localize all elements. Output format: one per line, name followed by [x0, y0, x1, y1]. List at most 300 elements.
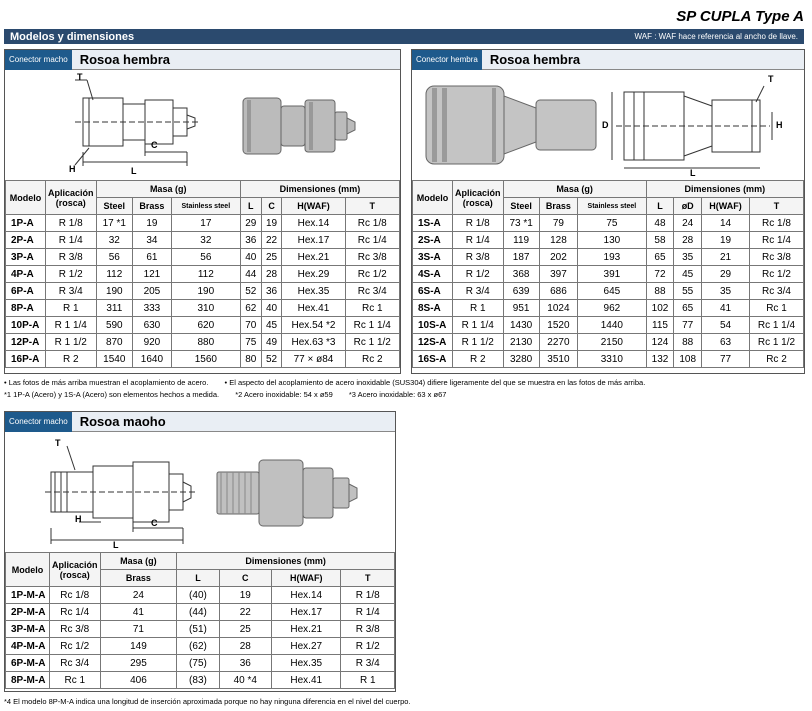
table-cell: 58	[646, 232, 674, 249]
col-t: T	[345, 198, 400, 215]
table-cell: 333	[133, 300, 172, 317]
table-cell: 187	[503, 249, 539, 266]
table-cell: 70	[240, 317, 261, 334]
model-cell: 2P-M-A	[6, 604, 50, 621]
table-row	[6, 621, 395, 638]
table-cell: Hex.54 *2	[282, 317, 345, 334]
table-cell: R 1	[46, 300, 97, 317]
table-cell: Hex.29	[282, 266, 345, 283]
table-cell: 102	[646, 300, 674, 317]
table-cell: 71	[100, 621, 177, 638]
table-cell: R 1/2	[46, 266, 97, 283]
table-cell: Rc 1/4	[345, 232, 400, 249]
table-cell: Rc 3/8	[345, 249, 400, 266]
table-row	[6, 317, 400, 334]
model-cell: 10P-A	[6, 317, 46, 334]
table-cell: Rc 1 1/4	[345, 317, 400, 334]
table-cell: 29	[240, 215, 261, 232]
table-cell: Rc 1 1/2	[345, 334, 400, 351]
drawing-area	[412, 70, 804, 180]
table-cell: 55	[674, 283, 702, 300]
table-cell: 54	[702, 317, 750, 334]
spec-table	[5, 552, 395, 689]
model-cell: 3P-M-A	[6, 621, 50, 638]
model-cell: 4S-A	[413, 266, 453, 283]
panel-male-male-thread	[4, 411, 396, 692]
table-cell: 962	[578, 300, 647, 317]
dim-label-t: T	[768, 74, 774, 84]
table-cell: 52	[261, 351, 282, 368]
table-cell: Rc 1/8	[345, 215, 400, 232]
table-cell: 41	[100, 604, 177, 621]
table-cell: Rc 1/2	[749, 266, 803, 283]
table-cell: 41	[702, 300, 750, 317]
table-cell: 2130	[503, 334, 539, 351]
table-cell: 36	[240, 232, 261, 249]
table-cell: 17	[171, 215, 240, 232]
col-brass: Brass	[100, 570, 177, 587]
table-cell: 77	[702, 351, 750, 368]
table-cell: 130	[578, 232, 647, 249]
table-cell: Rc 1/4	[50, 604, 101, 621]
model-cell: 16S-A	[413, 351, 453, 368]
table-cell: 88	[646, 283, 674, 300]
table-cell: Rc 1/8	[749, 215, 803, 232]
table-cell: 63	[702, 334, 750, 351]
table-cell: 32	[171, 232, 240, 249]
dim-label-c: C	[151, 518, 158, 528]
table-cell: R 1/8	[341, 587, 395, 604]
col-l: L	[240, 198, 261, 215]
table-cell: R 3/4	[46, 283, 97, 300]
table-cell: Rc 3/8	[50, 621, 101, 638]
table-cell: 310	[171, 300, 240, 317]
table-cell: Rc 2	[749, 351, 803, 368]
table-cell: R 2	[453, 351, 504, 368]
table-row	[6, 266, 400, 283]
notes-line-1	[4, 378, 659, 387]
panel-badge: Conector macho	[5, 412, 72, 432]
table-cell: Rc 3/4	[345, 283, 400, 300]
table-cell: Rc 1/8	[50, 587, 101, 604]
table-cell: 22	[261, 232, 282, 249]
table-cell: 62	[240, 300, 261, 317]
table-cell: R 1/4	[453, 232, 504, 249]
spec-table	[5, 180, 400, 368]
dim-label-h: H	[69, 164, 76, 174]
col-t: T	[341, 570, 395, 587]
panel-badge: Conector macho	[5, 50, 72, 70]
table-cell: 40 *4	[219, 672, 271, 689]
table-cell: Rc 1	[749, 300, 803, 317]
table-cell: 34	[133, 232, 172, 249]
model-cell: 12P-A	[6, 334, 46, 351]
table-cell: 29	[702, 266, 750, 283]
page-title: SP CUPLA Type A	[676, 8, 804, 25]
technical-drawing	[5, 70, 400, 180]
table-cell: 391	[578, 266, 647, 283]
table-cell: R 1	[453, 300, 504, 317]
drawing-area	[5, 70, 400, 180]
table-cell: 75	[578, 215, 647, 232]
model-cell: 1S-A	[413, 215, 453, 232]
dim-label-h: H	[776, 120, 783, 130]
table-cell: R 3/8	[453, 249, 504, 266]
table-cell: Hex.63 *3	[282, 334, 345, 351]
table-cell: 19	[133, 215, 172, 232]
model-cell: 4P-M-A	[6, 638, 50, 655]
table-cell: 25	[219, 621, 271, 638]
table-cell: Rc 1/2	[50, 638, 101, 655]
spec-table	[412, 180, 804, 368]
panel-female-coupler	[411, 49, 805, 374]
table-cell: 124	[646, 334, 674, 351]
table-cell: 920	[133, 334, 172, 351]
col-l: L	[177, 570, 219, 587]
table-cell: Rc 1	[50, 672, 101, 689]
table-cell: 72	[646, 266, 674, 283]
table-cell: 25	[261, 249, 282, 266]
panel-title: Rosoa maoho	[79, 414, 166, 429]
model-cell: 16P-A	[6, 351, 46, 368]
panel-header	[5, 412, 395, 432]
table-cell: (62)	[177, 638, 219, 655]
table-cell: R 1 1/2	[46, 334, 97, 351]
table-cell: 880	[171, 334, 240, 351]
technical-drawing	[5, 432, 395, 552]
table-cell: 75	[240, 334, 261, 351]
col-brass: Brass	[133, 198, 172, 215]
table-cell: 44	[240, 266, 261, 283]
table-cell: 406	[100, 672, 177, 689]
col-stainless: Stainless steel	[578, 198, 647, 215]
table-cell: (44)	[177, 604, 219, 621]
col-modelo: Modelo	[6, 181, 46, 215]
table-cell: 19	[702, 232, 750, 249]
table-cell: R 3/8	[46, 249, 97, 266]
drawing-area	[5, 432, 395, 552]
table-cell: Rc 1/2	[345, 266, 400, 283]
table-cell: Hex.21	[282, 249, 345, 266]
table-cell: 49	[261, 334, 282, 351]
table-cell: R 1/2	[341, 638, 395, 655]
table-cell: 590	[96, 317, 133, 334]
panel-header	[5, 50, 400, 70]
col-c: C	[261, 198, 282, 215]
table-cell: 3280	[503, 351, 539, 368]
table-row	[6, 232, 400, 249]
table-cell: 24	[674, 215, 702, 232]
model-cell: 2S-A	[413, 232, 453, 249]
table-cell: 202	[539, 249, 577, 266]
col-d: øD	[674, 198, 702, 215]
table-cell: 40	[261, 300, 282, 317]
table-cell: Rc 1	[345, 300, 400, 317]
table-cell: 14	[702, 215, 750, 232]
dim-label-l: L	[131, 166, 137, 176]
col-h: H(WAF)	[702, 198, 750, 215]
table-cell: R 1/4	[46, 232, 97, 249]
col-aplicacion: Aplicación (rosca)	[50, 553, 101, 587]
table-cell: 639	[503, 283, 539, 300]
table-cell: 36	[261, 283, 282, 300]
table-cell: 80	[240, 351, 261, 368]
table-cell: 870	[96, 334, 133, 351]
col-steel: Steel	[503, 198, 539, 215]
note-e: *3 Acero inoxidable: 63 x ø67	[348, 390, 447, 399]
table-cell: 56	[96, 249, 133, 266]
table-row	[6, 638, 395, 655]
table-cell: 112	[171, 266, 240, 283]
table-cell: 193	[578, 249, 647, 266]
table-row	[413, 266, 804, 283]
col-aplicacion: Aplicación (rosca)	[453, 181, 504, 215]
table-cell: Hex.35	[282, 283, 345, 300]
notes-line-2	[4, 390, 460, 399]
table-cell: 24	[100, 587, 177, 604]
table-cell: 45	[261, 317, 282, 334]
table-cell: Rc 2	[345, 351, 400, 368]
table-cell: 65	[646, 249, 674, 266]
table-cell: 35	[674, 249, 702, 266]
table-cell: Hex.14	[272, 587, 341, 604]
table-cell: 40	[240, 249, 261, 266]
table-cell: R 3/4	[341, 655, 395, 672]
model-cell: 3P-A	[6, 249, 46, 266]
table-cell: Hex.17	[282, 232, 345, 249]
table-cell: (83)	[177, 672, 219, 689]
table-row	[413, 334, 804, 351]
table-cell: R 1/4	[341, 604, 395, 621]
table-row	[413, 232, 804, 249]
table-cell: R 1 1/2	[453, 334, 504, 351]
model-cell: 6P-M-A	[6, 655, 50, 672]
table-cell: 21	[702, 249, 750, 266]
table-cell: 73 *1	[503, 215, 539, 232]
table-cell: R 1/8	[46, 215, 97, 232]
table-cell: (51)	[177, 621, 219, 638]
table-cell: 77 × ø84	[282, 351, 345, 368]
col-brass: Brass	[539, 198, 577, 215]
table-cell: 79	[539, 215, 577, 232]
model-cell: 12S-A	[413, 334, 453, 351]
table-row	[413, 300, 804, 317]
waf-note: WAF : WAF hace referencia al ancho de llave.	[634, 32, 798, 41]
dim-label-d: D	[602, 120, 609, 130]
model-cell: 6P-A	[6, 283, 46, 300]
table-cell: 36	[219, 655, 271, 672]
note-d: *2 Acero inoxidable: 54 x ø59	[235, 390, 333, 399]
table-row	[413, 317, 804, 334]
table-cell: 65	[674, 300, 702, 317]
panel-title: Rosoa hembra	[489, 52, 581, 67]
table-row	[6, 655, 395, 672]
table-cell: Rc 1 1/4	[749, 317, 803, 334]
table-cell: 28	[674, 232, 702, 249]
table-cell: 45	[674, 266, 702, 283]
col-h: H(WAF)	[282, 198, 345, 215]
table-row	[6, 249, 400, 266]
table-cell: 1640	[133, 351, 172, 368]
table-cell: Hex.17	[272, 604, 341, 621]
col-dimensiones: Dimensiones (mm)	[240, 181, 399, 198]
table-row	[6, 604, 395, 621]
panel-male-female-thread	[4, 49, 401, 374]
col-h: H(WAF)	[272, 570, 341, 587]
table-cell: R 1	[341, 672, 395, 689]
col-masa: Masa (g)	[503, 181, 646, 198]
table-cell: 2150	[578, 334, 647, 351]
table-cell: 48	[646, 215, 674, 232]
table-cell: Hex.41	[272, 672, 341, 689]
dim-label-t: T	[77, 72, 83, 82]
table-cell: 28	[219, 638, 271, 655]
col-dimensiones: Dimensiones (mm)	[646, 181, 803, 198]
table-cell: 1540	[96, 351, 133, 368]
table-cell: 149	[100, 638, 177, 655]
table-cell: 61	[133, 249, 172, 266]
table-cell: 397	[539, 266, 577, 283]
model-cell: 3S-A	[413, 249, 453, 266]
table-cell: 630	[133, 317, 172, 334]
table-row	[6, 672, 395, 689]
note-b: • El aspecto del acoplamiento de acero inoxidable (SUS304) difiere ligeramente del que se muestra en las fotos de más arriba.	[224, 378, 646, 387]
table-cell: 620	[171, 317, 240, 334]
table-cell: Rc 3/8	[749, 249, 803, 266]
table-cell: 121	[133, 266, 172, 283]
model-cell: 1P-M-A	[6, 587, 50, 604]
section-band	[4, 29, 804, 44]
table-cell: 1520	[539, 317, 577, 334]
table-cell: 22	[219, 604, 271, 621]
dim-label-l: L	[113, 540, 119, 550]
model-cell: 10S-A	[413, 317, 453, 334]
col-modelo: Modelo	[413, 181, 453, 215]
dim-label-l: L	[690, 168, 696, 178]
table-cell: Hex.27	[272, 638, 341, 655]
table-cell: 368	[503, 266, 539, 283]
table-cell: 3510	[539, 351, 577, 368]
table-cell: 108	[674, 351, 702, 368]
table-cell: 56	[171, 249, 240, 266]
table-cell: Rc 3/4	[50, 655, 101, 672]
table-cell: R 3/4	[453, 283, 504, 300]
panel-title: Rosoa hembra	[79, 52, 171, 67]
table-cell: Hex.35	[272, 655, 341, 672]
table-cell: 52	[240, 283, 261, 300]
table-cell: 19	[261, 215, 282, 232]
table-cell: Hex.14	[282, 215, 345, 232]
dim-label-t: T	[55, 438, 61, 448]
panel-badge: Conector hembra	[412, 50, 482, 70]
panel-header	[412, 50, 804, 70]
col-dimensiones: Dimensiones (mm)	[177, 553, 395, 570]
col-steel: Steel	[96, 198, 133, 215]
table-cell: 119	[503, 232, 539, 249]
col-masa: Masa (g)	[100, 553, 177, 570]
table-cell: 1560	[171, 351, 240, 368]
table-row	[413, 283, 804, 300]
note-4: *4 El modelo 8P-M-A indica una longitud de inserción aproximada porque no hay ninguna diferencia en el nivel del cuerpo.	[4, 697, 411, 706]
table-cell: 115	[646, 317, 674, 334]
model-cell: 2P-A	[6, 232, 46, 249]
note-a: • Las fotos de más arriba muestran el acoplamiento de acero.	[4, 378, 209, 387]
table-cell: (40)	[177, 587, 219, 604]
table-cell: R 1/2	[453, 266, 504, 283]
table-cell: 28	[261, 266, 282, 283]
table-cell: Hex.41	[282, 300, 345, 317]
table-cell: R 3/8	[341, 621, 395, 638]
dim-label-h: H	[75, 514, 82, 524]
table-cell: 77	[674, 317, 702, 334]
col-modelo: Modelo	[6, 553, 50, 587]
table-cell: 190	[171, 283, 240, 300]
table-cell: 686	[539, 283, 577, 300]
model-cell: 8P-A	[6, 300, 46, 317]
table-row	[6, 283, 400, 300]
table-cell: 1024	[539, 300, 577, 317]
model-cell: 4P-A	[6, 266, 46, 283]
table-cell: 35	[702, 283, 750, 300]
table-cell: 112	[96, 266, 133, 283]
table-cell: 32	[96, 232, 133, 249]
table-cell: 88	[674, 334, 702, 351]
table-cell: Rc 3/4	[749, 283, 803, 300]
table-cell: R 1/8	[453, 215, 504, 232]
table-cell: 132	[646, 351, 674, 368]
table-cell: 2270	[539, 334, 577, 351]
col-l: L	[646, 198, 674, 215]
col-stainless: Stainless steel	[171, 198, 240, 215]
table-cell: 19	[219, 587, 271, 604]
table-cell: 645	[578, 283, 647, 300]
table-cell: Rc 1 1/2	[749, 334, 803, 351]
table-row	[413, 249, 804, 266]
table-row	[6, 587, 395, 604]
table-cell: 205	[133, 283, 172, 300]
table-row	[6, 334, 400, 351]
table-cell: 3310	[578, 351, 647, 368]
table-cell: 311	[96, 300, 133, 317]
col-t: T	[749, 198, 803, 215]
table-cell: Rc 1/4	[749, 232, 803, 249]
col-c: C	[219, 570, 271, 587]
section-title: Modelos y dimensiones	[10, 30, 135, 43]
table-row	[6, 351, 400, 368]
table-cell: 951	[503, 300, 539, 317]
table-cell: 128	[539, 232, 577, 249]
table-cell: 1440	[578, 317, 647, 334]
note-c: *1 1P-A (Acero) y 1S-A (Acero) son elementos hechos a medida.	[4, 390, 220, 399]
model-cell: 8P-M-A	[6, 672, 50, 689]
table-row	[413, 351, 804, 368]
model-cell: 8S-A	[413, 300, 453, 317]
col-aplicacion: Aplicación (rosca)	[46, 181, 97, 215]
table-row	[413, 215, 804, 232]
table-cell: 190	[96, 283, 133, 300]
table-cell: Hex.21	[272, 621, 341, 638]
table-cell: (75)	[177, 655, 219, 672]
dim-label-c: C	[151, 140, 158, 150]
table-cell: 1430	[503, 317, 539, 334]
table-cell: R 1 1/4	[46, 317, 97, 334]
col-masa: Masa (g)	[96, 181, 240, 198]
table-row	[6, 300, 400, 317]
table-cell: R 2	[46, 351, 97, 368]
table-cell: R 1 1/4	[453, 317, 504, 334]
table-cell: 17 *1	[96, 215, 133, 232]
model-cell: 6S-A	[413, 283, 453, 300]
